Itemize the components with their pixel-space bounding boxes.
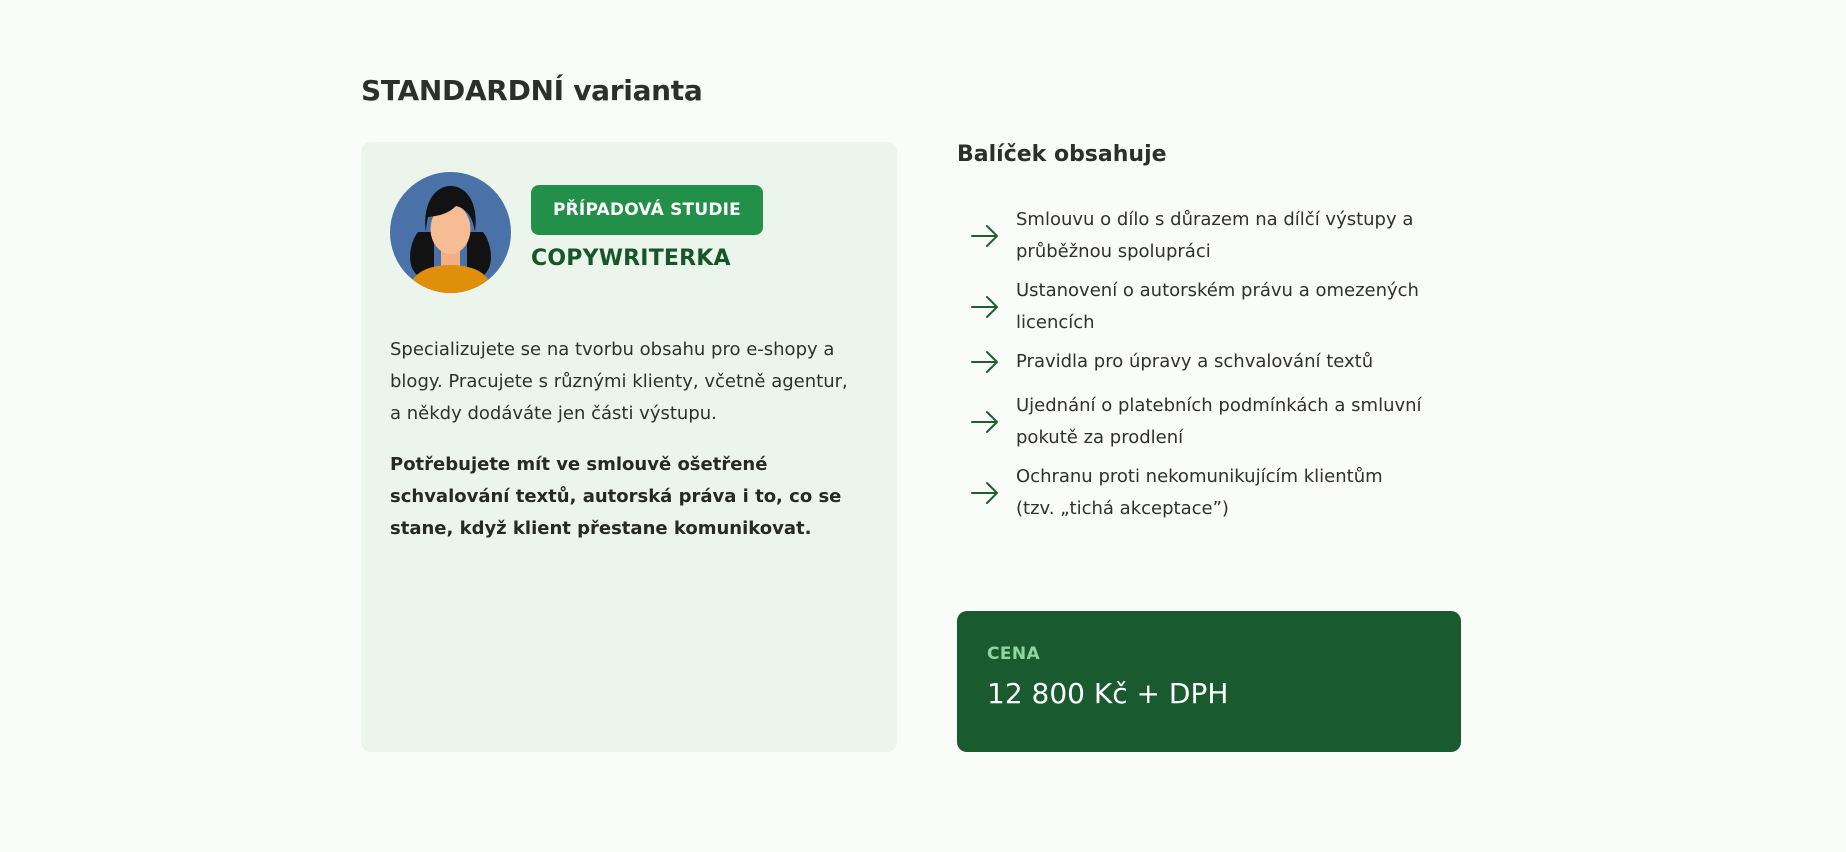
price-box [957,611,1461,752]
arrow-right-icon [970,478,1000,508]
arrow-right-icon [970,407,1000,437]
package-title: Balíček obsahuje [957,142,1167,167]
feature-item [957,275,1437,339]
case-study-card [361,142,897,752]
arrow-right-icon [970,347,1000,377]
woman-avatar-icon [390,172,511,293]
feature-text: Ochranu proti nekomunikujícím klientům (tzv. „tichá akceptace”) [1016,466,1383,519]
section-title: STANDARDNÍ varianta [361,74,703,107]
feature-item [957,461,1437,525]
feature-text: Smlouvu o dílo s důrazem na dílčí výstupy a průběžnou spolupráci [1016,209,1414,262]
feature-text: Pravidla pro úpravy a schvalování textů [1016,351,1374,372]
feature-item [957,346,1437,378]
price-label: CENA [987,644,1041,664]
feature-text: Ujednání o platebních podmínkách a smluvní pokutě za prodlení [1016,395,1422,448]
arrow-right-icon [970,292,1000,322]
feature-text: Ustanovení o autorském právu a omezených licencích [1016,280,1419,333]
price-value: 12 800 Kč + DPH [987,677,1229,710]
case-study-highlight: Potřebujete mít ve smlouvě ošetřené schvalování textů, autorská práva i to, co se stane, když klient přestane komunikovat. [390,454,842,539]
case-study-role: COPYWRITERKA [531,246,731,271]
case-study-badge: PŘÍPADOVÁ STUDIE [531,185,763,235]
feature-item [957,390,1437,454]
case-study-description: Specializujete se na tvorbu obsahu pro e-shopy a blogy. Pracujete s různými klienty, včetně agentur, a někdy dodáváte jen části výstupu. [390,339,848,424]
arrow-right-icon [970,221,1000,251]
feature-item [957,204,1437,268]
